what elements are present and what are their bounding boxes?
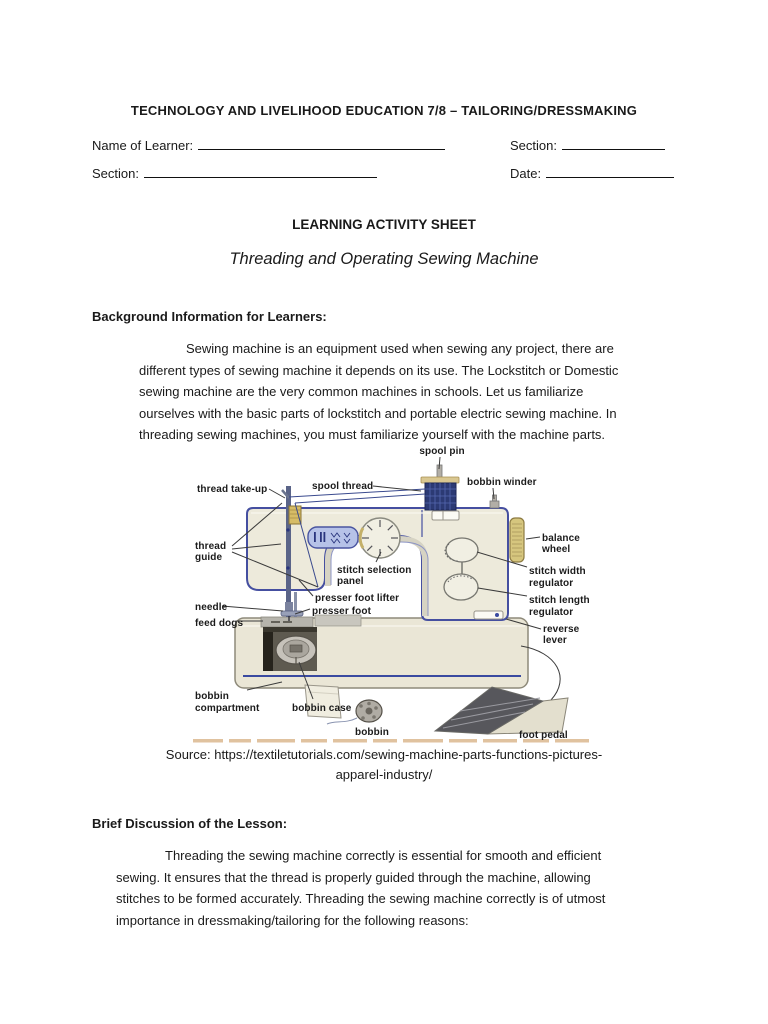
label-bobbin-compartment: compartment bbox=[195, 703, 260, 714]
label-bobbin-winder: bobbin winder bbox=[467, 477, 537, 488]
label-presser-foot-lifter: presser foot lifter bbox=[315, 593, 400, 604]
label-reverse-lever: lever bbox=[543, 635, 567, 646]
name-blank-line bbox=[198, 136, 445, 150]
paragraph-line: Sewing machine is an equipment used when sewing any project, there are bbox=[186, 341, 614, 356]
label-reverse-lever: reverse bbox=[543, 624, 580, 635]
section-left-blank-line bbox=[144, 164, 377, 178]
date-label: Date: bbox=[510, 166, 542, 181]
label-bobbin: bobbin bbox=[355, 727, 389, 738]
label-stitch-length-regulator: regulator bbox=[529, 607, 574, 618]
label-stitch-length-regulator: stitch length bbox=[529, 595, 590, 606]
sewing-machine-diagram bbox=[185, 440, 605, 745]
background-heading: Background Information for Learners: bbox=[92, 309, 327, 324]
page-title: TECHNOLOGY AND LIVELIHOOD EDUCATION 7/8 – TAILORING/DRESSMAKING bbox=[130, 103, 638, 118]
pattern-dial bbox=[360, 518, 400, 558]
foot-pedal-graphic bbox=[435, 687, 568, 734]
name-of-learner-label: Name of Learner: bbox=[92, 138, 194, 153]
tension-dial bbox=[289, 506, 301, 524]
paragraph-line: Threading the sewing machine correctly is essential for smooth and efficient bbox=[165, 848, 602, 863]
discussion-paragraph bbox=[116, 845, 672, 931]
label-thread-take-up: thread take-up bbox=[197, 484, 268, 495]
section-right-label: Section: bbox=[510, 138, 557, 153]
thread-spool bbox=[421, 477, 459, 510]
source-caption-line: apparel-industry/ bbox=[335, 767, 433, 782]
paragraph-line: sewing. It ensures that the thread is properly guided through the machine, allowing bbox=[116, 869, 591, 885]
label-thread-guide: guide bbox=[195, 552, 223, 563]
label-stitch-width-regulator: stitch width bbox=[529, 566, 586, 577]
label-needle: needle bbox=[195, 602, 228, 613]
diagram-labels bbox=[195, 446, 590, 741]
lesson-title: Threading and Operating Sewing Machine bbox=[229, 250, 539, 268]
background-paragraph bbox=[139, 338, 679, 446]
label-thread-guide: thread bbox=[195, 541, 227, 552]
section-left-field bbox=[92, 164, 377, 181]
paragraph-line: ourselves with the basic parts of lockstitch and portable electric sewing machine. In bbox=[139, 405, 617, 421]
label-bobbin-case: bobbin case bbox=[292, 703, 352, 714]
label-presser-foot: presser foot bbox=[312, 606, 371, 617]
discussion-heading: Brief Discussion of the Lesson: bbox=[92, 816, 288, 831]
paragraph-line: different types of sewing machine it depends on its use. The Lockstitch or Domestic bbox=[139, 362, 619, 378]
sheet-heading: LEARNING ACTIVITY SHEET bbox=[292, 217, 476, 232]
stitch-length-dial bbox=[444, 574, 478, 600]
name-of-learner-field bbox=[92, 136, 445, 153]
balance-wheel-graphic bbox=[510, 518, 524, 562]
bobbin-winder-graphic bbox=[490, 495, 499, 508]
reverse-lever-slot bbox=[474, 611, 503, 619]
bobbin-case-graphic bbox=[276, 636, 316, 664]
label-spool-pin: spool pin bbox=[419, 446, 465, 457]
label-foot-pedal: foot pedal bbox=[519, 730, 568, 741]
section-left-label: Section: bbox=[92, 166, 139, 181]
top-slot bbox=[432, 511, 459, 520]
section-right-blank-line bbox=[562, 136, 665, 150]
label-stitch-width-regulator: regulator bbox=[529, 578, 574, 589]
paragraph-line: importance in dressmaking/tailoring for the following reasons: bbox=[116, 912, 469, 928]
paragraph-line: threading sewing machines, you must familiarize yourself with the machine parts. bbox=[139, 427, 606, 442]
paragraph-line: sewing machine are the very common machines in schools. Let us familiarize bbox=[139, 384, 584, 399]
label-feed-dogs: feed dogs bbox=[195, 618, 244, 629]
label-stitch-selection-panel: panel bbox=[337, 576, 364, 587]
label-stitch-selection-panel: stitch selection bbox=[337, 565, 412, 576]
stitch-selection-panel-graphic bbox=[308, 527, 358, 548]
label-balance-wheel: balance bbox=[542, 533, 580, 544]
paragraph-line: stitches to be formed accurately. Threading the sewing machine correctly is of utmost bbox=[116, 891, 606, 906]
date-blank-line bbox=[546, 164, 674, 178]
label-spool-thread: spool thread bbox=[312, 481, 374, 492]
source-caption bbox=[0, 745, 768, 785]
stitch-width-dial bbox=[445, 538, 478, 562]
label-balance-wheel: wheel bbox=[542, 544, 571, 555]
source-caption-line: Source: https://textiletutorials.com/sewing-machine-parts-functions-pictures- bbox=[165, 747, 603, 762]
label-bobbin-compartment: bobbin bbox=[195, 691, 229, 702]
date-field bbox=[510, 164, 674, 181]
section-right-field bbox=[510, 136, 665, 153]
